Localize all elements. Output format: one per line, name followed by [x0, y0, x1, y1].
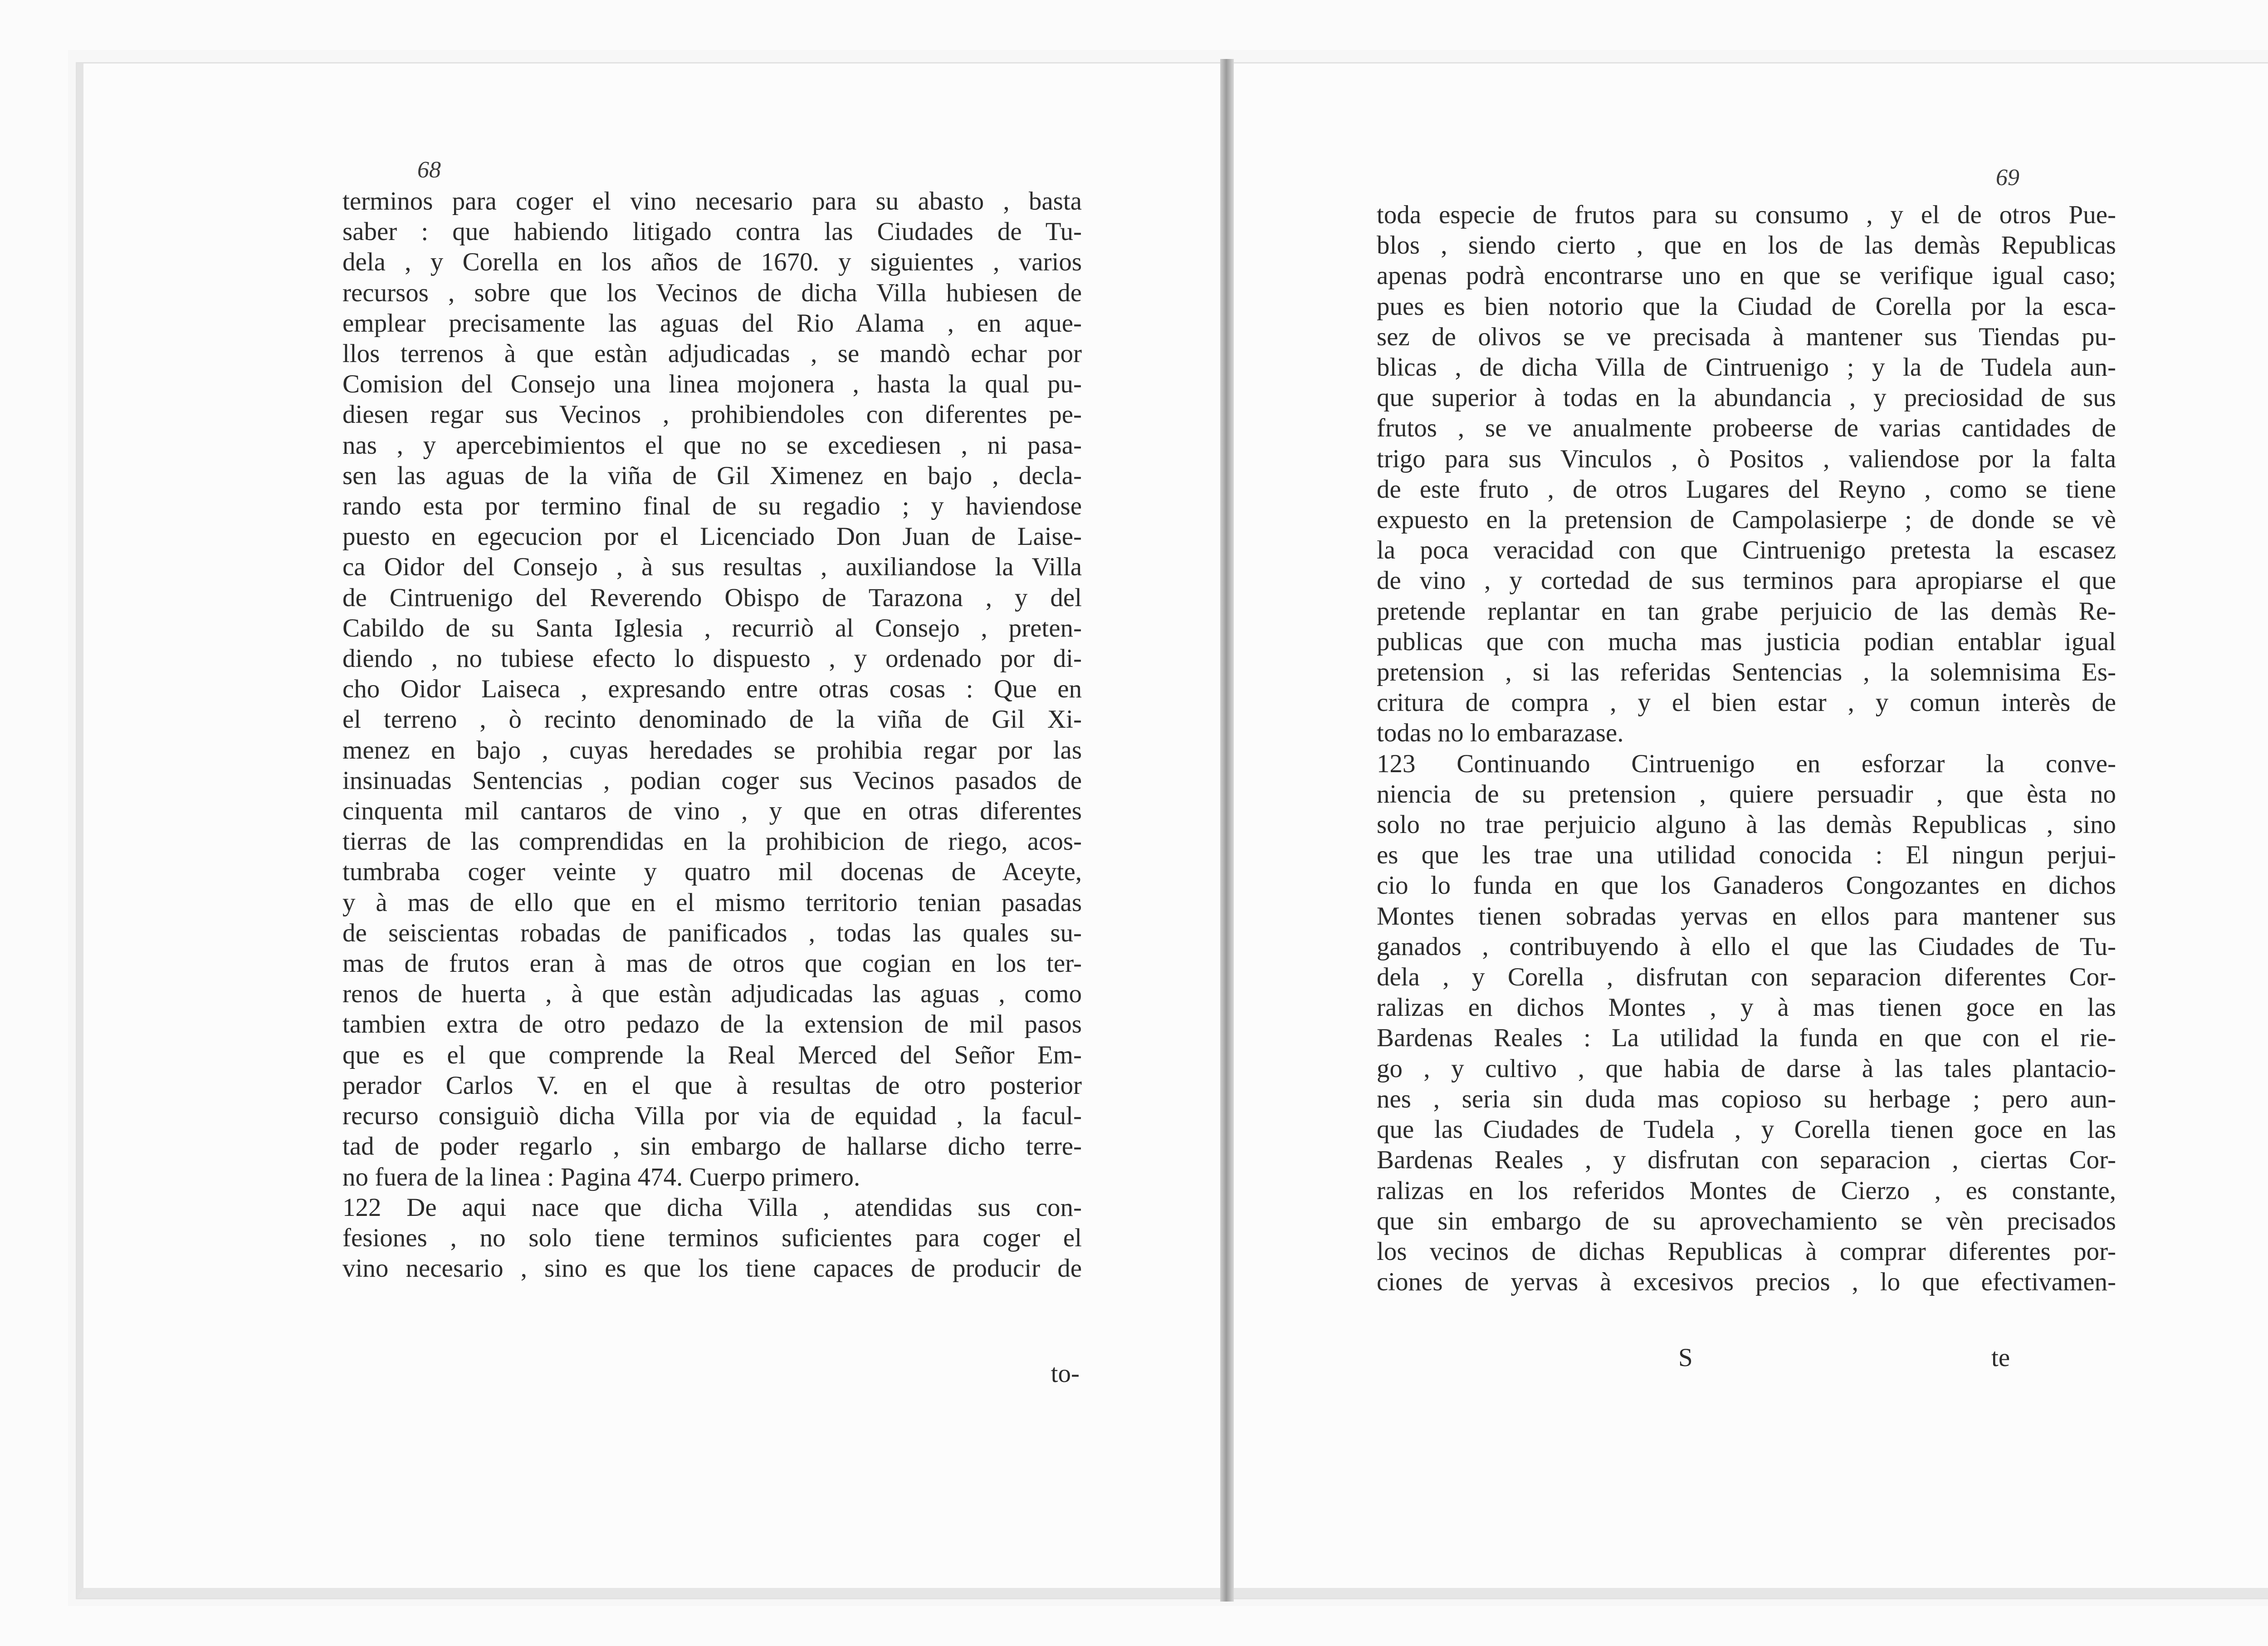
text-line: tierras de las comprendidas en la prohibicion de riego, acos-: [342, 827, 1082, 856]
text-line: trigo para sus Vinculos , ò Positos , valiendose por la falta: [1377, 444, 2116, 473]
text-line: los vecinos de dichas Republicas à comprar diferentes por-: [1377, 1237, 2116, 1266]
text-line: critura de compra , y el bien estar , y comun interès de: [1377, 688, 2116, 717]
text-line: rando esta por termino final de su regadio ; y haviendose: [342, 492, 1082, 521]
text-line: que es el que comprende la Real Merced del Señor Em-: [342, 1040, 1082, 1069]
text-line: saber : que habiendo litigado contra las Ciudades de Tu-: [342, 217, 1082, 246]
text-line: diesen regar sus Vecinos , prohibiendoles con diferentes pe-: [342, 400, 1082, 429]
text-line: Bardenas Reales : La utilidad la funda en que con el rie-: [1377, 1024, 2116, 1053]
text-line: ralizas en dichos Montes , y à mas tienen goce en las: [1377, 993, 2116, 1022]
text-line: pues es bien notorio que la Ciudad de Corella por la esca-: [1377, 292, 2116, 321]
text-line: que las Ciudades de Tudela , y Corella tienen goce en las: [1377, 1115, 2116, 1144]
text-line: nas , y apercebimientos el que no se excediesen , ni pasa-: [342, 431, 1082, 460]
text-line: mas de frutos eran à mas de otros que cogian en los ter-: [342, 949, 1082, 978]
text-line: sen las aguas de la viña de Gil Ximenez en bajo , decla-: [342, 461, 1082, 490]
text-line: emplear precisamente las aguas del Rio Alama , en aque-: [342, 309, 1082, 338]
text-line: tad de poder regarlo , sin embargo de hallarse dicho terre-: [342, 1132, 1082, 1161]
text-line: recursos , sobre que los Vecinos de dicha Villa hubiesen de: [342, 278, 1082, 307]
text-line: diendo , no tubiese efecto lo dispuesto , y ordenado por di-: [342, 644, 1082, 673]
text-line: cio lo funda en que los Ganaderos Congozantes en dichos: [1377, 871, 2116, 900]
text-line: no fuera de la linea : Pagina 474. Cuerpo primero.: [342, 1162, 860, 1191]
text-line: niencia de su pretension , quiere persuadir , que èsta no: [1377, 779, 2116, 808]
text-line: es que les trae una utilidad conocida : El ningun perjui-: [1377, 841, 2116, 870]
text-line: solo no trae perjuicio alguno à las demàs Republicas , sino: [1377, 810, 2116, 839]
text-line: dela , y Corella en los años de 1670. y siguientes , varios: [342, 248, 1082, 277]
text-line: el terreno , ò recinto denominado de la viña de Gil Xi-: [342, 705, 1082, 734]
text-line: go , y cultivo , que habia de darse à las tales plantacio-: [1377, 1054, 2116, 1083]
text-line: 123 Continuando Cintruenigo en esforzar la conve-: [1377, 749, 2116, 778]
text-line: tumbraba coger veinte y quatro mil docenas de Aceyte,: [342, 857, 1082, 887]
text-line: y à mas de ello que en el mismo territorio tenian pasadas: [342, 888, 1082, 917]
text-line: que superior à todas en la abundancia , y preciosidad de sus: [1377, 383, 2116, 412]
text-line: perador Carlos V. en el que à resultas de otro posterior: [342, 1071, 1082, 1100]
text-line: pretende replantar en tan grabe perjuicio de las demàs Re-: [1377, 597, 2116, 626]
right-page-number: 69: [1996, 165, 2019, 191]
text-line: sez de olivos se ve precisada à mantener sus Tiendas pu-: [1377, 322, 2116, 351]
text-line: publicas que con mucha mas justicia podian entablar igual: [1377, 627, 2116, 656]
text-line: cinquenta mil cantaros de vino , y que en otras diferentes: [342, 797, 1082, 826]
text-line: blos , siendo cierto , que en los de las demàs Republicas: [1377, 231, 2116, 260]
text-line: terminos para coger el vino necesario para su abasto , basta: [342, 187, 1082, 216]
text-line: de vino , y cortedad de sus terminos para apropiarse el que: [1377, 566, 2116, 595]
text-line: nes , seria sin duda mas copioso su herbage ; pero aun-: [1377, 1084, 2116, 1113]
text-line: ca Oidor del Consejo , à sus resultas , auxiliandose la Villa: [342, 553, 1082, 582]
text-line: ganados , contribuyendo à ello el que las Ciudades de Tu-: [1377, 932, 2116, 961]
text-line: que sin embargo de su aprovechamiento se vèn precisados: [1377, 1206, 2116, 1235]
text-line: apenas podrà encontrarse uno en que se verifique igual caso;: [1377, 261, 2116, 290]
text-line: menez en bajo , cuyas heredades se prohibia regar por las: [342, 735, 1082, 764]
text-line: cho Oidor Laiseca , expresando entre otras cosas : Que en: [342, 675, 1082, 704]
text-line: ralizas en los referidos Montes de Cierzo , es constante,: [1377, 1176, 2116, 1205]
text-line: puesto en egecucion por el Licenciado Don Juan de Laise-: [342, 522, 1082, 551]
text-line: Bardenas Reales , y disfrutan con separacion , ciertas Cor-: [1377, 1146, 2116, 1175]
text-line: vino necesario , sino es que los tiene capaces de producir de: [342, 1254, 1082, 1283]
text-line: 122 De aqui nace que dicha Villa , atendidas sus con-: [342, 1193, 1082, 1222]
text-line: recurso consiguiò dicha Villa por via de equidad , la facul-: [342, 1102, 1082, 1131]
left-catchword: to-: [1051, 1359, 1080, 1388]
signature-mark: S: [1678, 1343, 1693, 1372]
text-line: llos terrenos à que estàn adjudicadas , se mandò echar por: [342, 339, 1082, 368]
text-line: la poca veracidad con que Cintruenigo pretesta la escasez: [1377, 536, 2116, 565]
text-line: de seiscientas robadas de panificados , todas las quales su-: [342, 918, 1082, 947]
text-line: toda especie de frutos para su consumo , y el de otros Pue-: [1377, 201, 2116, 229]
right-page-body: [1377, 200, 2116, 1297]
text-line: Comision del Consejo una linea mojonera , hasta la qual pu-: [342, 370, 1082, 399]
text-line: de este fruto , de otros Lugares del Reyno , como se tiene: [1377, 475, 2116, 504]
text-line: ciones de yervas à excesivos precios , lo que efectivamen-: [1377, 1268, 2116, 1297]
text-line: renos de huerta , à que estàn adjudicadas las aguas , como: [342, 980, 1082, 1009]
left-page-body: [342, 186, 1082, 1283]
text-line: blicas , de dicha Villa de Cintruenigo ; y la de Tudela aun-: [1377, 353, 2116, 382]
text-line: fesiones , no solo tiene terminos suficientes para coger el: [342, 1223, 1082, 1252]
text-line: pretension , si las referidas Sentencias , la solemnisima Es-: [1377, 658, 2116, 687]
text-line: todas no lo embarazase.: [1377, 719, 1624, 748]
text-line: frutos , se ve anualmente probeerse de varias cantidades de: [1377, 414, 2116, 443]
right-catchword: te: [1991, 1343, 2010, 1372]
text-line: dela , y Corella , disfrutan con separacion diferentes Cor-: [1377, 963, 2116, 992]
book-gutter: [1220, 59, 1234, 1602]
text-line: expuesto en la pretension de Campolasierpe ; de donde se vè: [1377, 505, 2116, 534]
left-page-number: 68: [417, 157, 441, 183]
text-line: tambien extra de otro pedazo de la extension de mil pasos: [342, 1010, 1082, 1039]
text-line: de Cintruenigo del Reverendo Obispo de Tarazona , y del: [342, 583, 1082, 612]
text-line: insinuadas Sentencias , podian coger sus Vecinos pasados de: [342, 766, 1082, 795]
text-line: Cabildo de su Santa Iglesia , recurriò al Consejo , preten-: [342, 613, 1082, 642]
text-line: Montes tienen sobradas yervas en ellos para mantener sus: [1377, 901, 2116, 931]
